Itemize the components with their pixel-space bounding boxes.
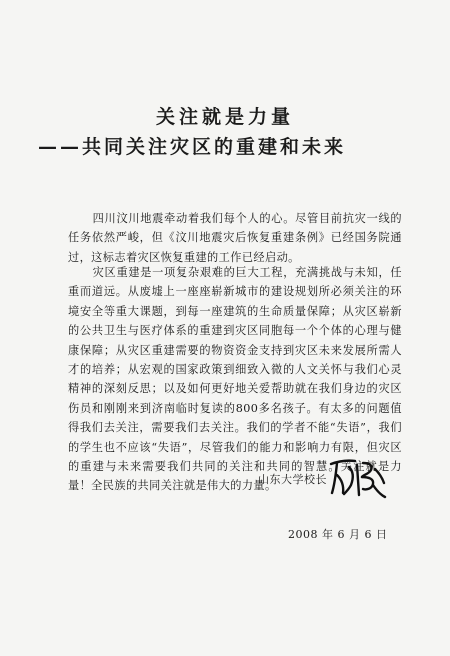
paragraph-text: 灾区重建是一项复杂艰难的巨大工程，充满挑战与未知，任重而道远。从废墟上一座座崭新城市的建设规划所必须关注的环境安全等重大课题，到每一座建筑的生命质量保障；从灾区崭新的公共卫生与医疗体系的重建到灾区同胞每一个个体的心理与健康保障；从灾区重建需要的物资资金支持到灾区未来发展所需人才的培养；从宏观的国家政策到细致入微的人文关怀与我们心灵精神的深刻反思；以及如何更好地关爱帮助就在我们身边的灾区伤员和刚刚来到济南临时复读的800多名孩子。有太多的问题值得我们去关注，需要我们去关注。我们的学者不能“失语”，我们的学生也不应该“失语”，尽管我们的能力和影响力有限，但灾区的重建与未来需要我们共同的关注和共同的智慧。关注就是力量！全民族的共同关注就是伟大的力量。	[68, 266, 402, 493]
page-title: 关注就是力量	[155, 106, 294, 128]
handwritten-signature	[327, 455, 389, 499]
body-paragraph-1	[68, 209, 402, 267]
document-date: 2008 年 6 月 6 日	[288, 528, 388, 541]
signer-title: 山东大学校长	[258, 473, 327, 486]
paragraph-text: 四川汶川地震牵动着我们每个人的心。尽管目前抗灾一线的任务依然严峻，但《汶川地震灾后恢复重建条例》已经国务院通过，这标志着灾区恢复重建的工作已经启动。	[68, 212, 402, 264]
page-subtitle: ——共同关注灾区的重建和未来	[38, 136, 347, 158]
